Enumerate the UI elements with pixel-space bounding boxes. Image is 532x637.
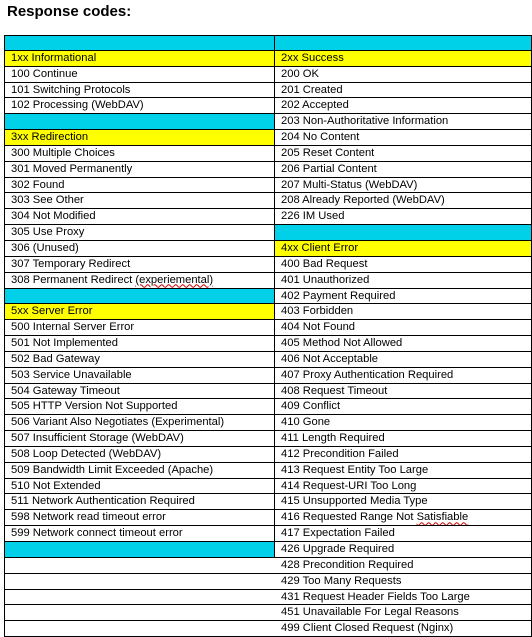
table-cell-left	[5, 574, 275, 589]
table-cell-left: 301 Moved Permanently	[5, 162, 275, 177]
table-cell-left: 306 (Unused)	[5, 241, 275, 256]
table-cell-right: 226 IM Used	[281, 210, 345, 223]
table-cell-right: 408 Request Timeout	[281, 384, 388, 397]
table-cell-left	[5, 542, 275, 557]
table-cell-right: 400 Bad Request	[281, 257, 368, 270]
table-cell-right: 415 Unsupported Media Type	[281, 495, 428, 508]
table-cell-left: 502 Bad Gateway	[5, 352, 275, 367]
table-cell-left: 510 Not Extended	[5, 479, 275, 494]
table-cell-left: 504 Gateway Timeout	[5, 384, 275, 399]
table-cell-right: 428 Precondition Required	[281, 558, 414, 571]
table-row	[5, 415, 531, 431]
page-title: Response codes:	[7, 3, 132, 20]
table-cell-left: 511 Network Authentication Required	[5, 494, 275, 509]
table-cell-right: 206 Partial Content	[281, 162, 377, 175]
table-row	[5, 621, 531, 637]
spellcheck-underline: Satisfiable	[416, 511, 469, 524]
table-cell-right: 205 Reset Content	[281, 146, 375, 159]
table-row	[5, 257, 531, 273]
table-cell-left: 506 Variant Also Negotiates (Experimental)	[5, 415, 275, 430]
table-row	[5, 463, 531, 479]
table-row	[5, 114, 531, 130]
table-cell-left: 500 Internal Server Error	[5, 320, 275, 335]
table-row	[5, 225, 531, 241]
table-cell-left: 5xx Server Error	[5, 304, 275, 319]
table-row	[5, 35, 531, 51]
table-cell-right: 401 Unauthorized	[281, 273, 370, 286]
table-cell-right: 413 Request Entity Too Large	[281, 463, 429, 476]
table-cell-left: 501 Not Implemented	[5, 336, 275, 351]
table-row	[5, 590, 531, 606]
table-row	[5, 273, 531, 289]
table-cell-left: 102 Processing (WebDAV)	[5, 98, 275, 113]
table-row	[5, 98, 531, 114]
table-cell-right: 416 Requested Range Not Satisfiable	[281, 511, 469, 524]
table-cell-right: 203 Non-Authoritative Information	[281, 115, 449, 128]
table-cell-left: 308 Permanent Redirect (experiemental)	[5, 273, 275, 288]
table-cell-left: 303 See Other	[5, 193, 275, 208]
table-cell-right: 417 Expectation Failed	[281, 527, 395, 540]
table-cell-left	[5, 558, 275, 573]
table-cell-left: 302 Found	[5, 178, 275, 193]
table-cell-left: 507 Insufficient Storage (WebDAV)	[5, 431, 275, 446]
table-cell-right: 4xx Client Error	[275, 241, 531, 256]
table-cell-left: 1xx Informational	[5, 51, 275, 66]
table-cell-left	[5, 289, 275, 304]
table-cell-right: 407 Proxy Authentication Required	[281, 368, 454, 381]
table-cell-right: 410 Gone	[281, 416, 331, 429]
table-row	[5, 336, 531, 352]
table-cell-left: 100 Continue	[5, 67, 275, 82]
table-row	[5, 368, 531, 384]
table-row	[5, 178, 531, 194]
table-cell-left: 598 Network read timeout error	[5, 510, 275, 525]
table-cell-right: 451 Unavailable For Legal Reasons	[281, 606, 459, 619]
table-row	[5, 542, 531, 558]
table-cell-right: 201 Created	[281, 83, 343, 96]
table-row	[5, 209, 531, 225]
table-cell-right: 204 No Content	[281, 131, 360, 144]
table-row	[5, 399, 531, 415]
table-cell-left	[5, 605, 275, 620]
table-row	[5, 574, 531, 590]
table-row	[5, 304, 531, 320]
table-row	[5, 431, 531, 447]
table-row	[5, 146, 531, 162]
table-cell-right: 411 Length Required	[281, 432, 385, 445]
table-cell-right: 414 Request-URI Too Long	[281, 479, 417, 492]
table-cell-right: 431 Request Header Fields Too Large	[281, 590, 470, 603]
table-cell-left	[5, 114, 275, 129]
table-row	[5, 479, 531, 495]
response-codes-table	[4, 35, 532, 637]
table-row	[5, 558, 531, 574]
table-cell-left: 307 Temporary Redirect	[5, 257, 275, 272]
table-cell-right: 409 Conflict	[281, 400, 341, 413]
table-cell-left: 305 Use Proxy	[5, 225, 275, 240]
table-cell-left: 508 Loop Detected (WebDAV)	[5, 447, 275, 462]
table-cell-right: 208 Already Reported (WebDAV)	[281, 194, 445, 207]
table-cell-right: 200 OK	[281, 67, 319, 80]
table-row	[5, 289, 531, 305]
table-cell-right: 207 Multi-Status (WebDAV)	[281, 178, 418, 191]
table-cell-right: 404 Not Found	[281, 321, 356, 334]
table-cell-right: 412 Precondition Failed	[281, 447, 399, 460]
table-cell-left: 509 Bandwidth Limit Exceeded (Apache)	[5, 463, 275, 478]
table-row	[5, 162, 531, 178]
table-cell-right: 402 Payment Required	[281, 289, 396, 302]
table-row	[5, 526, 531, 542]
table-cell-right	[275, 225, 531, 240]
table-row	[5, 384, 531, 400]
table-cell-left	[5, 36, 275, 50]
table-cell-right	[275, 36, 531, 50]
table-cell-left: 304 Not Modified	[5, 209, 275, 224]
table-row	[5, 193, 531, 209]
table-cell-left: 101 Switching Protocols	[5, 83, 275, 98]
table-row	[5, 241, 531, 257]
table-cell-right: 499 Client Closed Request (Nginx)	[281, 622, 454, 635]
table-row	[5, 67, 531, 83]
table-cell-right: 202 Accepted	[281, 99, 349, 112]
table-cell-left: 503 Service Unavailable	[5, 368, 275, 383]
spellcheck-underline: (experiemental)	[135, 273, 214, 286]
table-row	[5, 320, 531, 336]
table-cell-left: 599 Network connect timeout error	[5, 526, 275, 541]
table-cell-right: 429 Too Many Requests	[281, 574, 402, 587]
table-cell-left: 505 HTTP Version Not Supported	[5, 399, 275, 414]
table-cell-right: 405 Method Not Allowed	[281, 337, 403, 350]
table-row	[5, 494, 531, 510]
table-cell-left: 300 Multiple Choices	[5, 146, 275, 161]
table-row	[5, 510, 531, 526]
table-cell-right: 406 Not Acceptable	[281, 352, 379, 365]
table-row	[5, 352, 531, 368]
table-cell-right: 2xx Success	[275, 51, 531, 66]
table-row	[5, 447, 531, 463]
table-cell-left	[5, 590, 275, 605]
table-cell-left: 3xx Redirection	[5, 130, 275, 145]
table-cell-right: 426 Upgrade Required	[281, 543, 395, 555]
table-row	[5, 130, 531, 146]
table-row	[5, 51, 531, 67]
table-cell-right: 403 Forbidden	[281, 305, 354, 318]
table-row	[5, 605, 531, 621]
table-row	[5, 83, 531, 99]
